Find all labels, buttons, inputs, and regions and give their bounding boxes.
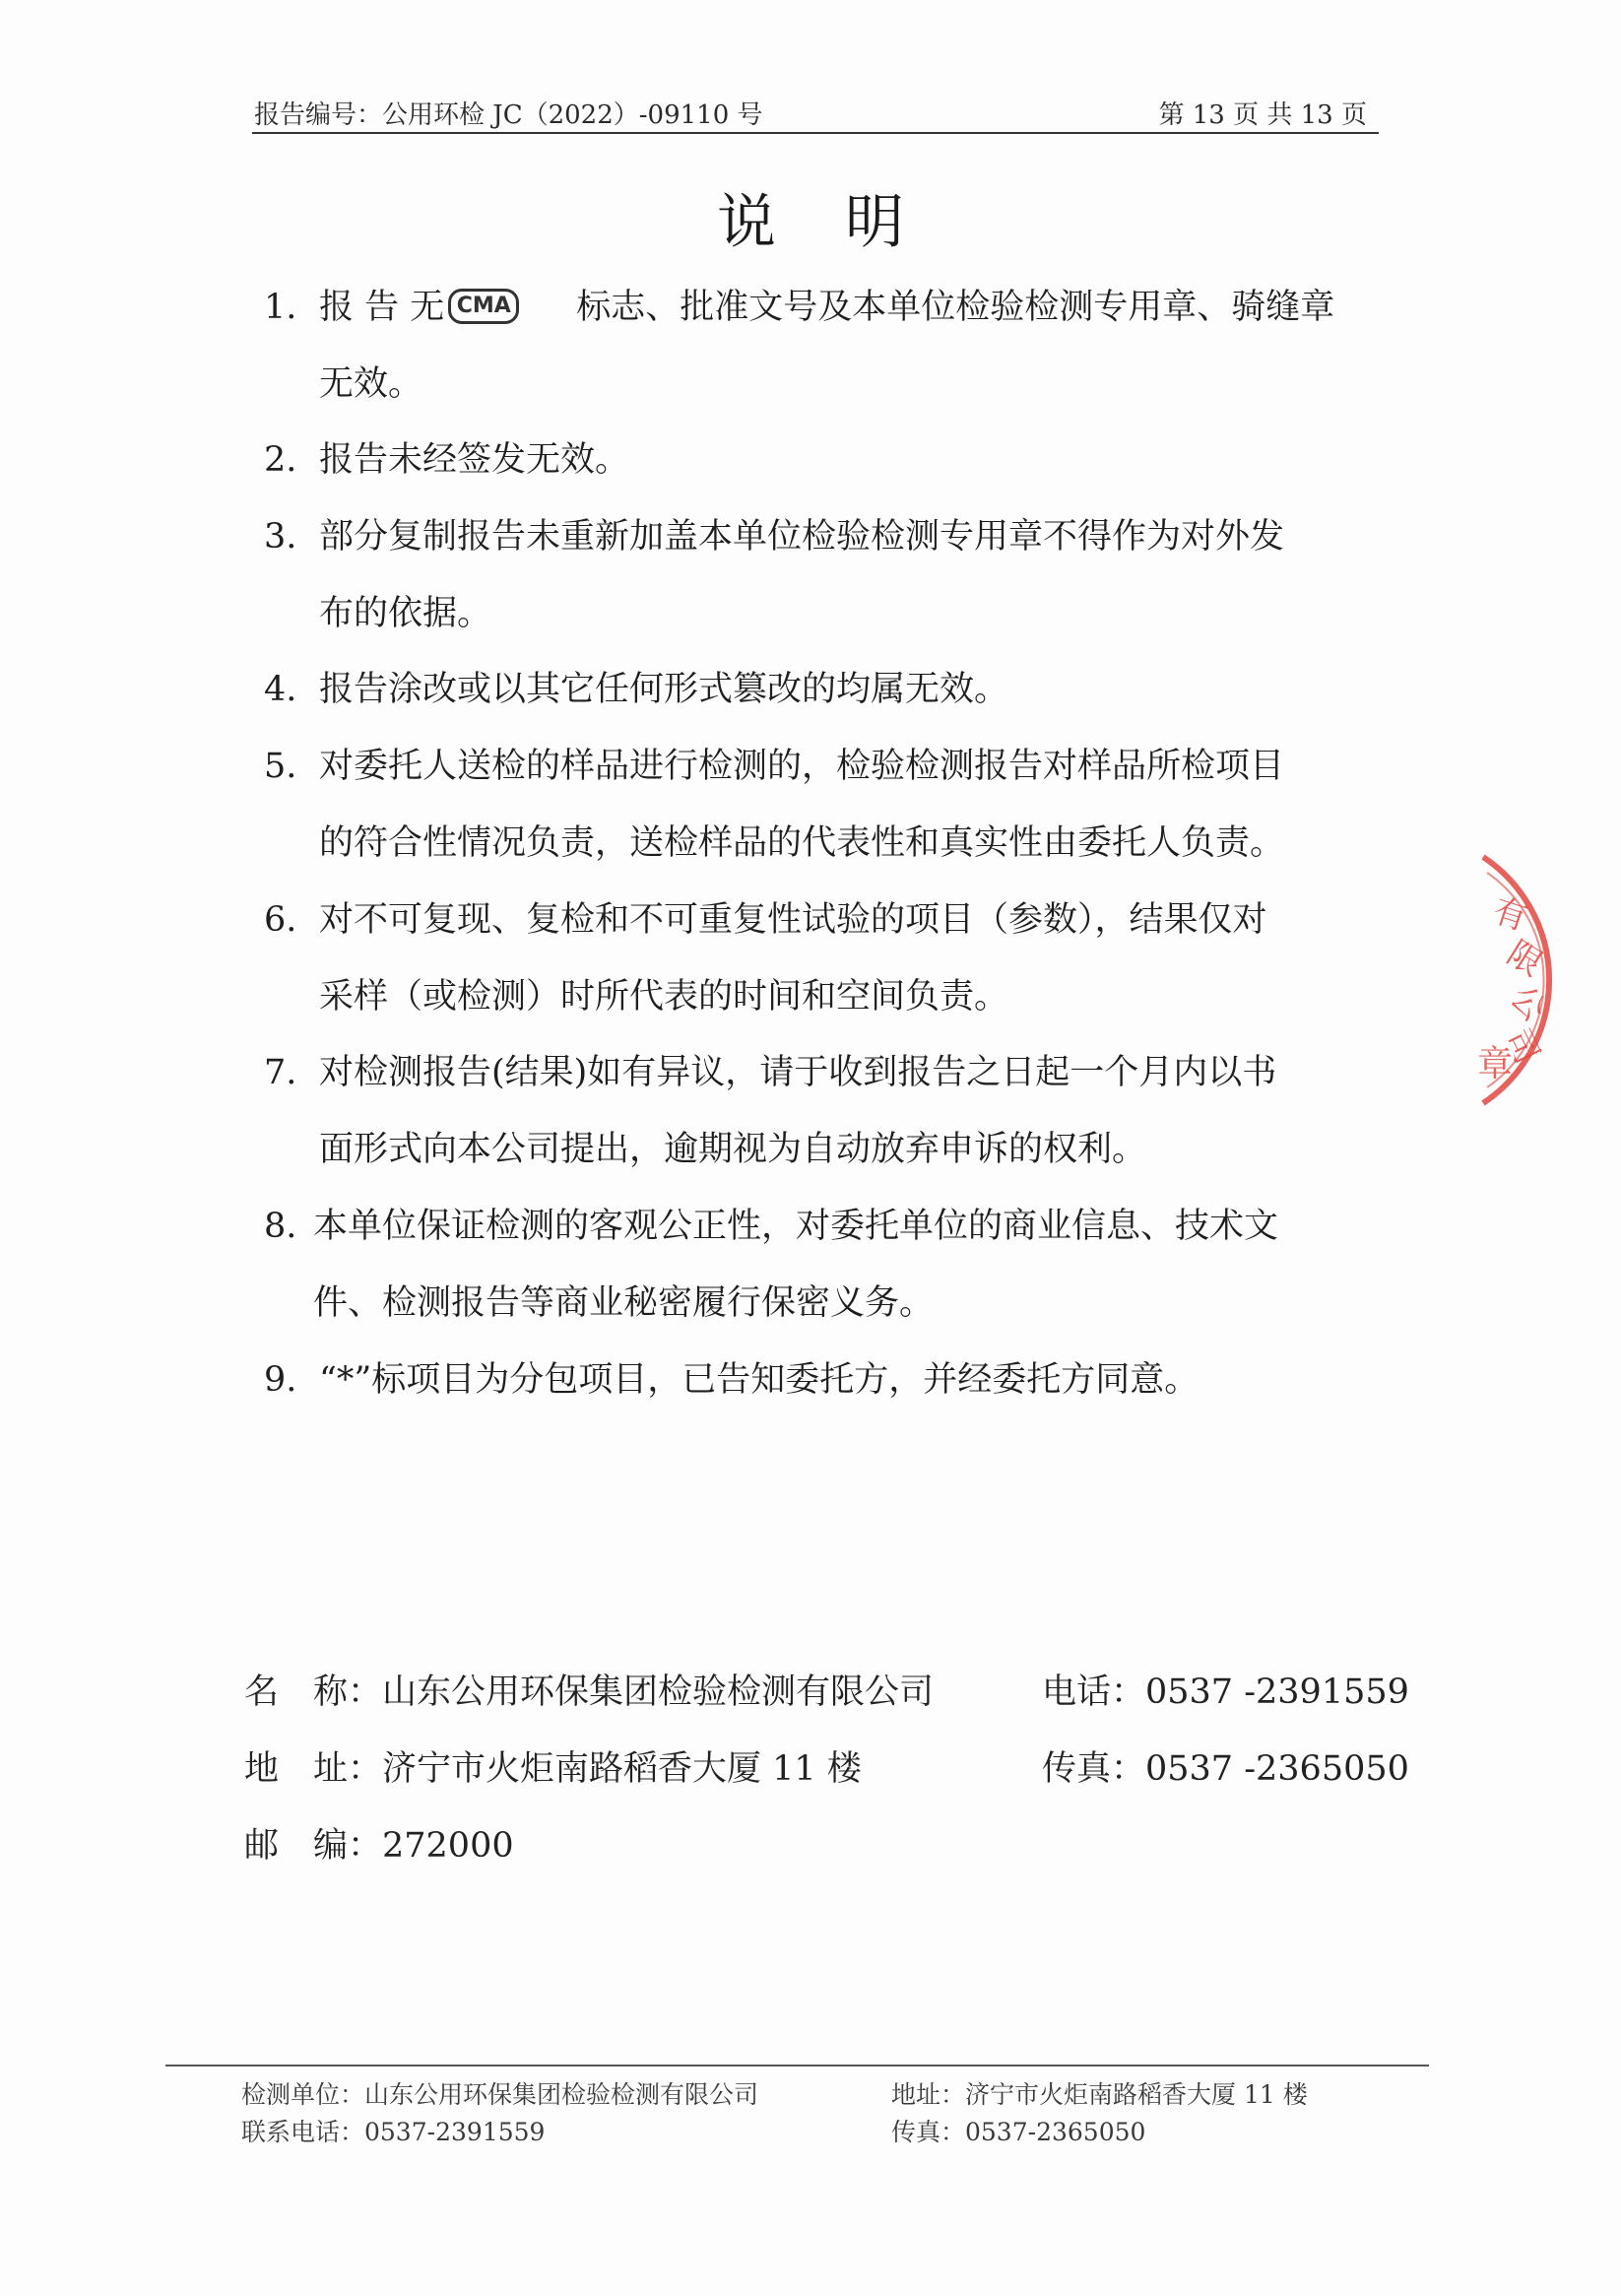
note-text: 对不可复现、复检和不可重复性试验的项目（参数），结果仅对: [319, 900, 1267, 940]
page-title: 说明: [717, 188, 973, 257]
svg-text:限: 限: [1500, 933, 1550, 985]
note-number: 4.: [264, 670, 297, 709]
footer-unit: 检测单位：山东公用环保集团检验检测有限公司: [241, 2080, 759, 2109]
company-postcode: 邮 编：272000: [244, 1826, 514, 1866]
footer-phone: 联系电话：0537-2391559: [241, 2118, 546, 2146]
company-fax: 传真：0537 -2365050: [1042, 1749, 1409, 1789]
note-text: 布的依据。: [319, 594, 492, 633]
company-address: 地 址：济宁市火炬南路稻香大厦 11 楼: [244, 1749, 862, 1789]
footer-address: 地址：济宁市火炬南路稻香大厦 11 楼: [891, 2080, 1308, 2109]
seal-stamp-icon: [1428, 818, 1621, 1113]
note-number: 7.: [264, 1053, 297, 1092]
footer-fax: 传真：0537-2365050: [891, 2118, 1146, 2146]
note-number: 1.: [264, 288, 297, 327]
note-text: 报 告 无: [319, 288, 445, 327]
note-text: 报告涂改或以其它任何形式篡改的均属无效。: [319, 670, 1009, 709]
note-text: “*”标项目为分包项目，已告知委托方，并经委托方同意。: [319, 1360, 1200, 1400]
page-info: 第 13 页 共 13 页: [1158, 100, 1367, 130]
note-number: 2.: [264, 440, 297, 480]
note-text: 对委托人送检的样品进行检测的，检验检测报告对样品所检项目: [319, 747, 1285, 786]
note-number: 5.: [264, 747, 297, 786]
note-number: 9.: [264, 1360, 297, 1400]
note-text: 部分复制报告未重新加盖本单位检验检测专用章不得作为对外发: [319, 517, 1285, 557]
svg-text:公: 公: [1502, 978, 1554, 1030]
svg-text:章: 章: [1477, 1044, 1514, 1084]
company-phone: 电话：0537 -2391559: [1042, 1673, 1409, 1712]
note-text: 件、检测报告等商业秘密履行保密义务。: [313, 1283, 935, 1323]
note-text: 本单位保证检测的客观公正性，对委托单位的商业信息、技术文: [313, 1207, 1279, 1246]
note-text: 无效。: [319, 364, 423, 404]
note-text: 采样（或检测）时所代表的时间和空间负责。: [319, 977, 1009, 1017]
svg-text:有: 有: [1488, 890, 1532, 940]
footer-divider: [165, 2065, 1429, 2066]
header-divider: [252, 132, 1379, 134]
report-number: 报告编号：公用环检 JC（2022）-09110 号: [254, 100, 763, 130]
company-name: 名 称：山东公用环保集团检验检测有限公司: [244, 1673, 935, 1712]
svg-text:司: 司: [1496, 1022, 1547, 1071]
note-text: 报告未经签发无效。: [319, 440, 630, 480]
cma-mark-icon: CMA: [448, 289, 519, 324]
note-text: 面形式向本公司提出，逾期视为自动放弃申诉的权利。: [319, 1130, 1147, 1169]
note-number: 3.: [264, 517, 297, 557]
note-text: 标志、批准文号及本单位检验检测专用章、骑缝章: [576, 288, 1335, 327]
note-text: 的符合性情况负责，送检样品的代表性和真实性由委托人负责。: [319, 823, 1285, 863]
note-text: 对检测报告(结果)如有异议，请于收到报告之日起一个月内以书: [319, 1053, 1277, 1092]
note-number: 8.: [264, 1207, 297, 1246]
note-number: 6.: [264, 900, 297, 940]
